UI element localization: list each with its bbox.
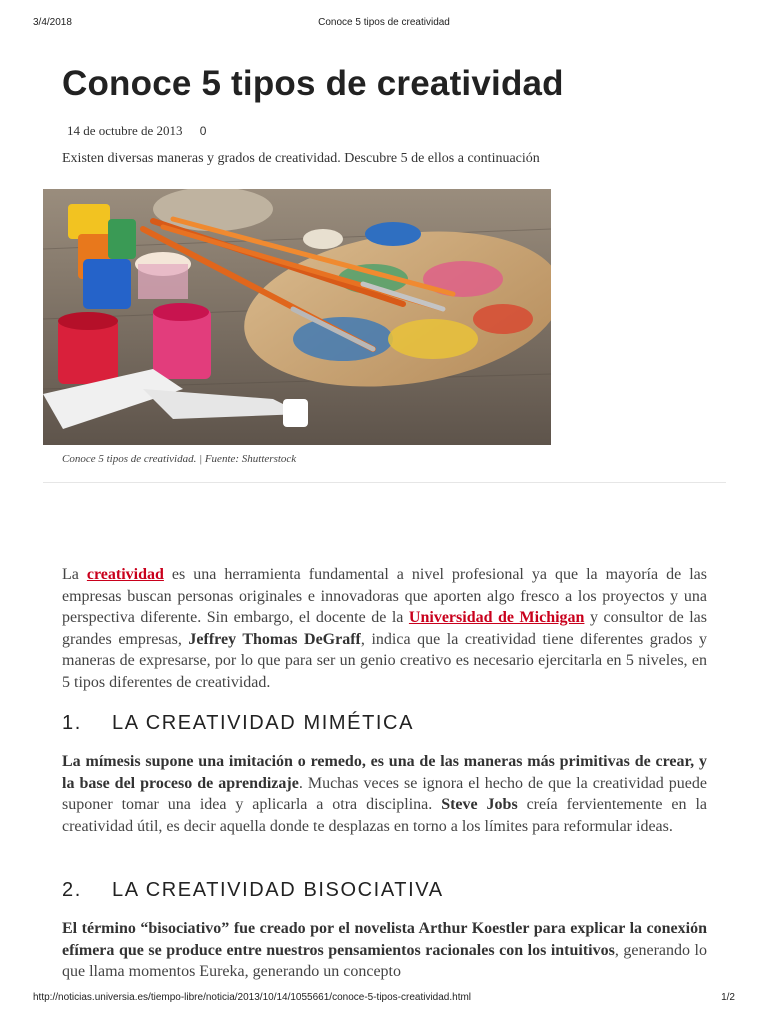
section-title: LA CREATIVIDAD BISOCIATIVA bbox=[112, 879, 444, 901]
section-heading-2 bbox=[62, 879, 444, 902]
mimetic-paragraph bbox=[62, 751, 707, 837]
intro-paragraph bbox=[62, 564, 707, 693]
source-url: http://noticias.universia.es/tiempo-libre/noticia/2013/10/14/1055661/conoce-5-tipos-creatividad.html bbox=[33, 992, 472, 1003]
content-divider bbox=[43, 482, 726, 483]
text-run: , indica que la creatividad tiene diferentes grados y maneras de expresarse, por lo que para ser un genio creativo es necesario ejercitarla en 5 niveles, en 5 tipos diferentes de creatividad. bbox=[62, 630, 707, 691]
text-run: . Muchas veces se ignora el hecho de que la creatividad puede suponer tomar una idea y aplicarla a otra disciplina. bbox=[62, 774, 707, 813]
page-number: 1/2 bbox=[721, 992, 735, 1003]
article-date: 14 de octubre de 2013 bbox=[67, 123, 183, 138]
section-heading-1 bbox=[62, 712, 414, 735]
hero-image bbox=[43, 189, 551, 445]
print-header bbox=[0, 17, 768, 31]
text-run: creía fervientemente en la creatividad útil, es decir aquella donde te desplazas en torno a los límites para reformular ideas. bbox=[62, 796, 707, 835]
image-caption: Conoce 5 tipos de creatividad. | Fuente: Shutterstock bbox=[62, 453, 297, 465]
print-footer bbox=[0, 992, 768, 1006]
article-lead: Existen diversas maneras y grados de creatividad. Descubre 5 de ellos a continuación bbox=[62, 151, 540, 166]
text-run: y consultor de las grandes empresas, bbox=[62, 609, 707, 648]
print-title: Conoce 5 tipos de creatividad bbox=[318, 17, 450, 28]
print-date: 3/4/2018 bbox=[33, 17, 72, 28]
bold-text: La mímesis supone una imitación o remedo, es una de las maneras más primitivas de crear, y la base del proceso de aprendizaje bbox=[62, 753, 707, 792]
paint-palette-illustration bbox=[43, 189, 551, 445]
text-run: La bbox=[62, 566, 87, 583]
bold-name: Steve Jobs bbox=[441, 796, 518, 813]
text-run: es una herramienta fundamental a nivel profesional ya que la mayoría de las empresas buscan personas originales e innovadoras que aporten algo fresco a los proyectos y una perspectiva diferente. Sin embargo, el docente de la bbox=[62, 566, 707, 626]
section-number: 1. bbox=[62, 712, 82, 734]
article-meta bbox=[67, 123, 206, 139]
article-title: Conoce 5 tipos de creatividad bbox=[62, 64, 564, 103]
universidad-michigan-link[interactable]: Universidad de Michigan bbox=[408, 609, 585, 626]
bold-text: El término “bisociativo” fue creado por el novelista Arthur Koestler para explicar la conexión efímera que se produce entre nuestros pensamientos racionales con los intuitivos bbox=[62, 920, 707, 959]
text-run: , generando lo que llama momentos Eureka, generando un concepto bbox=[62, 941, 707, 980]
comment-count[interactable]: 0 bbox=[199, 124, 207, 138]
section-title: LA CREATIVIDAD MIMÉTICA bbox=[112, 712, 415, 734]
section-number: 2. bbox=[62, 879, 82, 901]
bold-name: Jeffrey Thomas DeGraff bbox=[188, 630, 361, 648]
bisociative-paragraph bbox=[62, 918, 707, 983]
creatividad-link[interactable]: creatividad bbox=[86, 566, 164, 583]
